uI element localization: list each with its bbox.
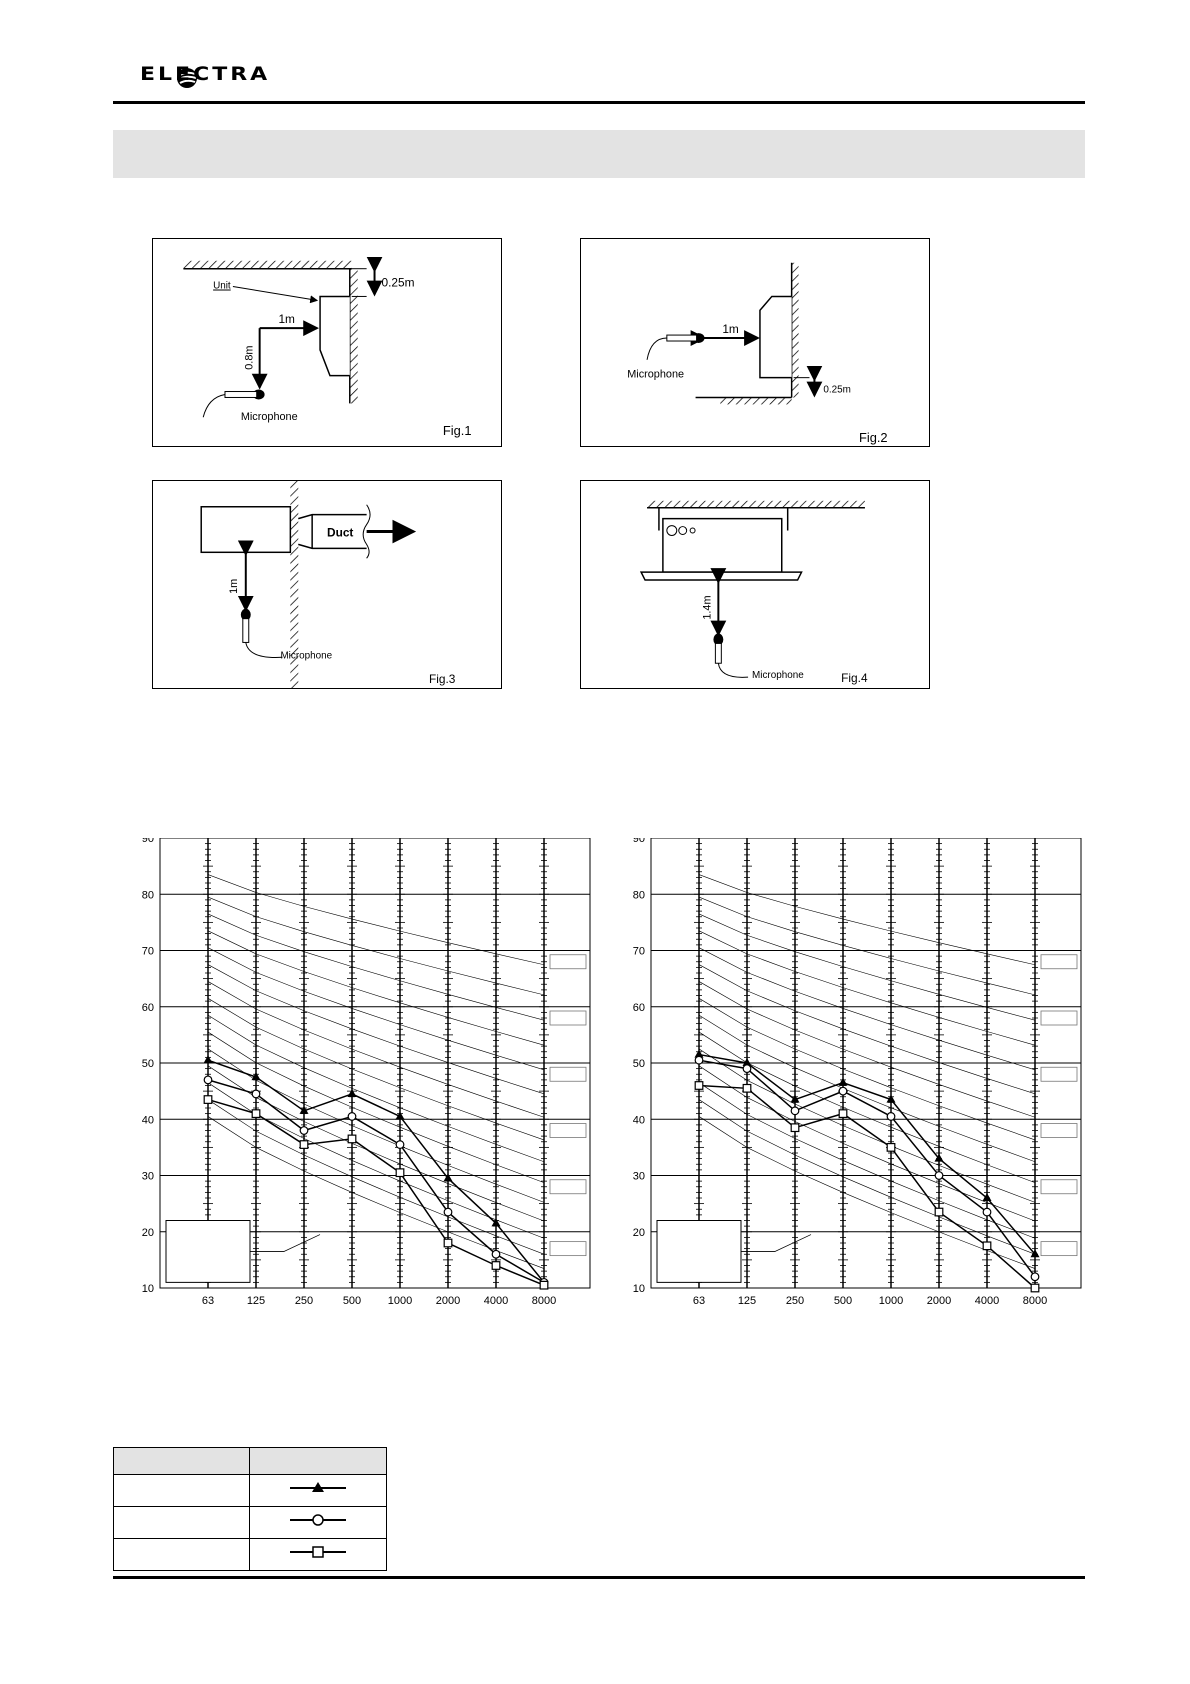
nc-label-box bbox=[1041, 955, 1077, 969]
nc-label-box bbox=[550, 1067, 586, 1081]
x-tick-label: 63 bbox=[692, 1295, 706, 1307]
square-marker-icon bbox=[250, 1539, 386, 1565]
nc-label-box bbox=[550, 1124, 586, 1138]
x-tick-label: 4000 bbox=[483, 1295, 509, 1307]
nc-label-box bbox=[550, 1242, 586, 1256]
figure-1 bbox=[152, 238, 502, 447]
header-rule bbox=[113, 101, 1085, 104]
y-tick-label: 70 bbox=[141, 945, 154, 958]
fig1-caption: Fig.1 bbox=[442, 423, 472, 439]
circle-point bbox=[1031, 1273, 1039, 1281]
noise-chart-2 bbox=[621, 838, 1091, 1333]
square-point bbox=[743, 1085, 751, 1093]
fig1-horizontal-distance: 1m bbox=[278, 312, 295, 327]
y-tick-label: 50 bbox=[632, 1058, 645, 1070]
y-tick-label: 80 bbox=[632, 889, 645, 902]
square-point bbox=[348, 1135, 356, 1143]
y-tick-label: 60 bbox=[141, 1001, 154, 1014]
y-tick-label: 90 bbox=[632, 838, 645, 845]
x-tick-label: 125 bbox=[246, 1295, 266, 1307]
x-tick-label: 2000 bbox=[926, 1295, 952, 1307]
legend-header-cell bbox=[250, 1448, 387, 1475]
square-point bbox=[492, 1262, 500, 1270]
circle-point bbox=[695, 1056, 703, 1064]
x-tick-label: 500 bbox=[342, 1295, 362, 1307]
square-point bbox=[887, 1144, 895, 1152]
nc-label-box bbox=[550, 1180, 586, 1194]
annotation-leader bbox=[741, 1235, 811, 1252]
x-tick-label: 63 bbox=[201, 1295, 215, 1307]
legend-label bbox=[114, 1475, 250, 1507]
nc-reference-curve bbox=[208, 897, 544, 995]
annotation-box bbox=[166, 1221, 250, 1283]
fig2-bottom-clearance: 0.25m bbox=[823, 384, 851, 396]
square-point bbox=[396, 1169, 404, 1177]
triangle-point bbox=[983, 1193, 992, 1201]
y-tick-label: 20 bbox=[632, 1226, 645, 1239]
x-tick-label: 250 bbox=[294, 1295, 314, 1307]
square-point bbox=[204, 1096, 212, 1104]
circle-point bbox=[743, 1065, 751, 1073]
y-tick-label: 10 bbox=[141, 1283, 154, 1295]
circle-point bbox=[348, 1113, 356, 1121]
nc-reference-curve bbox=[208, 1015, 544, 1162]
fig1-unit-label: Unit bbox=[213, 280, 231, 292]
nc-reference-curve bbox=[208, 875, 544, 965]
triangle-point bbox=[204, 1055, 213, 1063]
x-tick-label: 8000 bbox=[531, 1295, 557, 1307]
x-tick-label: 1000 bbox=[387, 1295, 413, 1307]
fig2-microphone-label: Microphone bbox=[627, 368, 685, 381]
square-point bbox=[983, 1242, 991, 1250]
nc-reference-curve bbox=[699, 1100, 1035, 1255]
nc-reference-curve bbox=[208, 1100, 544, 1255]
x-tick-label: 1000 bbox=[878, 1295, 904, 1307]
noise-chart-1 bbox=[130, 838, 600, 1333]
circle-point bbox=[839, 1087, 847, 1095]
fig1-top-clearance: 0.25m bbox=[381, 275, 415, 290]
microphone-icon bbox=[713, 634, 748, 678]
nc-label-box bbox=[1041, 1180, 1077, 1194]
y-tick-label: 40 bbox=[141, 1114, 154, 1127]
circle-point bbox=[935, 1172, 943, 1180]
square-point bbox=[300, 1141, 308, 1149]
square-point bbox=[1031, 1284, 1039, 1292]
noise-chart-1-svg bbox=[130, 838, 600, 1333]
y-tick-label: 10 bbox=[632, 1283, 645, 1295]
y-tick-label: 20 bbox=[141, 1226, 154, 1239]
nc-label-box bbox=[1041, 1011, 1077, 1025]
figure-4 bbox=[580, 480, 930, 689]
square-point bbox=[839, 1110, 847, 1118]
square-point bbox=[695, 1082, 703, 1090]
x-tick-label: 250 bbox=[785, 1295, 805, 1307]
fig3-duct-label: Duct bbox=[327, 525, 354, 540]
nc-label-box bbox=[1041, 1124, 1077, 1138]
fig3-vertical-distance: 1m bbox=[227, 578, 240, 594]
circle-point bbox=[396, 1141, 404, 1149]
triangle-point bbox=[348, 1089, 357, 1097]
square-point bbox=[935, 1208, 943, 1216]
legend-header-cell bbox=[114, 1448, 250, 1475]
legend-row bbox=[114, 1475, 387, 1507]
circle-point bbox=[252, 1090, 260, 1098]
x-tick-label: 4000 bbox=[974, 1295, 1000, 1307]
y-tick-label: 50 bbox=[141, 1058, 154, 1070]
fig4-caption: Fig.4 bbox=[841, 671, 868, 686]
x-tick-label: 500 bbox=[833, 1295, 853, 1307]
microphone-icon bbox=[241, 609, 283, 658]
legend-row bbox=[114, 1539, 387, 1571]
x-tick-label: 2000 bbox=[435, 1295, 461, 1307]
x-tick-label: 8000 bbox=[1022, 1295, 1048, 1307]
fig3-caption: Fig.3 bbox=[429, 672, 456, 687]
triangle-marker-icon bbox=[250, 1475, 386, 1501]
y-tick-label: 30 bbox=[141, 1170, 154, 1183]
annotation-box bbox=[657, 1221, 741, 1283]
brand-name: ELECTRA bbox=[140, 64, 271, 86]
nc-label-box bbox=[1041, 1242, 1077, 1256]
noise-chart-2-svg bbox=[621, 838, 1091, 1333]
figure-2 bbox=[580, 238, 930, 447]
y-tick-label: 30 bbox=[632, 1170, 645, 1183]
legend-row bbox=[114, 1507, 387, 1539]
fig1-vertical-distance: 0.8m bbox=[243, 345, 256, 370]
circle-point bbox=[791, 1107, 799, 1115]
nc-reference-curve bbox=[208, 998, 544, 1140]
triangle-point bbox=[839, 1078, 848, 1086]
fig2-horizontal-distance: 1m bbox=[722, 322, 739, 337]
circle-point bbox=[887, 1113, 895, 1121]
legend-table bbox=[113, 1447, 387, 1571]
microphone-icon bbox=[647, 333, 704, 360]
y-tick-label: 40 bbox=[632, 1114, 645, 1127]
nc-reference-curve bbox=[208, 1049, 544, 1202]
legend-label bbox=[114, 1539, 250, 1571]
x-tick-label: 125 bbox=[737, 1295, 757, 1307]
fig4-vertical-distance: 1.4m bbox=[701, 595, 714, 620]
section-title-bar bbox=[113, 130, 1085, 178]
square-point bbox=[444, 1239, 452, 1247]
annotation-leader bbox=[250, 1235, 320, 1252]
square-point bbox=[252, 1110, 260, 1118]
legend-label bbox=[114, 1507, 250, 1539]
y-tick-label: 60 bbox=[632, 1001, 645, 1014]
nc-label-box bbox=[550, 1011, 586, 1025]
fig4-microphone-label: Microphone bbox=[752, 670, 804, 682]
legend-header-row bbox=[114, 1448, 387, 1475]
y-tick-label: 80 bbox=[141, 889, 154, 902]
square-point bbox=[791, 1124, 799, 1132]
fig3-microphone-label: Microphone bbox=[280, 650, 333, 662]
nc-reference-curve bbox=[699, 897, 1035, 995]
nc-reference-curve bbox=[699, 875, 1035, 965]
circle-point bbox=[983, 1208, 991, 1216]
circle-point bbox=[300, 1127, 308, 1135]
y-tick-label: 70 bbox=[632, 945, 645, 958]
square-point bbox=[540, 1281, 548, 1289]
y-tick-label: 90 bbox=[141, 838, 154, 845]
fig2-caption: Fig.2 bbox=[858, 430, 888, 446]
fig1-microphone-label: Microphone bbox=[240, 411, 298, 424]
circle-point bbox=[204, 1076, 212, 1084]
circle-point bbox=[492, 1250, 500, 1258]
circle-marker-icon bbox=[250, 1507, 386, 1533]
nc-label-box bbox=[1041, 1067, 1077, 1081]
figure-3 bbox=[152, 480, 502, 689]
nc-label-box bbox=[550, 955, 586, 969]
circle-point bbox=[444, 1208, 452, 1216]
footer-rule bbox=[113, 1576, 1085, 1579]
